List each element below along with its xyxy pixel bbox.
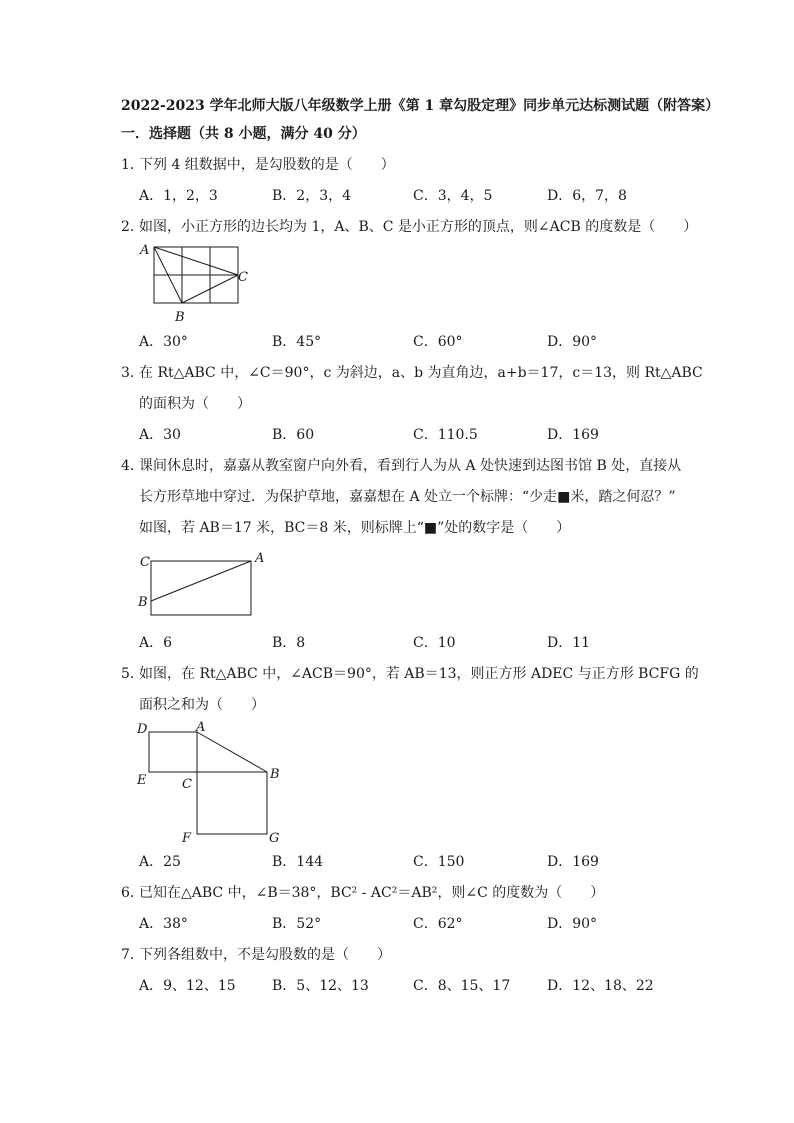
document-title: 2022-2023 学年北师大版八年级数学上册《第 1 章勾股定理》同步单元达标测试题（附答案） (121, 98, 720, 114)
question-4-stem-line-2: 长方形草地中穿过．为保护草地，嘉嘉想在 A 处立一个标牌：“少走■米，踏之何忍？” (139, 489, 676, 505)
q2-label-b: B (175, 310, 185, 325)
q5-label-b: B (270, 767, 280, 782)
q2-label-c: C (238, 270, 248, 285)
question-1-number: 1． (121, 157, 144, 173)
question-2-stem: 如图，小正方形的边长均为 1，A、B、C 是小正方形的顶点，则∠ACB 的度数是（ ） (139, 219, 698, 235)
q4-label-b: B (138, 595, 148, 610)
q1-option-c[interactable]: C．3，4，5 (413, 188, 493, 204)
question-7-number: 7． (121, 947, 144, 963)
q5-label-e: E (137, 773, 147, 788)
question-6-stem: 已知在△ABC 中，∠B＝38°，BC² - AC²＝AB²，则∠C 的度数为（ ） (139, 885, 605, 901)
q4-option-a[interactable]: A．6 (139, 635, 173, 651)
question-3-number: 3． (121, 365, 144, 381)
section-heading: 一．选择题（共 8 小题，满分 40 分） (121, 126, 366, 142)
q2-option-a[interactable]: A．30° (139, 334, 188, 350)
q5-label-g: G (269, 831, 280, 846)
question-3-stem-line-1: 在 Rt△ABC 中，∠C＝90°，c 为斜边，a、b 为直角边，a+b＝17，c＝13，则 Rt△ABC (139, 365, 703, 381)
question-1-stem: 下列 4 组数据中，是勾股数的是（ ） (139, 157, 395, 173)
q2-option-c[interactable]: C．60° (413, 334, 463, 350)
q6-option-b[interactable]: B．52° (272, 916, 322, 932)
q6-option-d[interactable]: D．90° (547, 916, 598, 932)
q7-option-a[interactable]: A．9、12、15 (139, 978, 236, 994)
question-4-stem-line-3: 如图，若 AB＝17 米，BC＝8 米，则标牌上“■”处的数字是（ ） (139, 520, 571, 536)
q7-option-d[interactable]: D．12、18、22 (547, 978, 654, 994)
question-3-stem-line-2: 的面积为（ ） (139, 396, 251, 412)
q7-option-b[interactable]: B．5、12、13 (272, 978, 369, 994)
question-4-stem-line-1: 课间休息时，嘉嘉从教室窗户向外看，看到行人为从 A 处快速到达图书馆 B 处，直接从 (139, 458, 682, 474)
question-5-stem-line-2: 面积之和为（ ） (139, 697, 265, 713)
q6-option-c[interactable]: C．62° (413, 916, 463, 932)
q4-option-d[interactable]: D．11 (547, 635, 591, 651)
q4-segment-ab (151, 561, 251, 601)
q3-option-d[interactable]: D．169 (547, 427, 599, 443)
q5-segment-ab (197, 732, 267, 772)
q5-label-f: F (182, 831, 192, 846)
q5-option-b[interactable]: B．144 (272, 854, 324, 870)
q6-option-a[interactable]: A．38° (139, 916, 188, 932)
question-5-number: 5． (121, 666, 144, 682)
question-4-number: 4． (121, 458, 144, 474)
q5-square-adec (149, 732, 197, 772)
q5-squares-figure (135, 718, 285, 844)
q4-option-c[interactable]: C．10 (413, 635, 456, 651)
q1-option-a[interactable]: A．1，2，3 (139, 188, 218, 204)
q4-rectangle-figure (136, 549, 276, 621)
q5-square-bcfg (197, 772, 267, 834)
q2-grid-figure (136, 242, 256, 324)
q3-option-c[interactable]: C．110.5 (413, 427, 478, 443)
q1-option-b[interactable]: B．2，3，4 (272, 188, 352, 204)
q2-label-a: A (140, 243, 150, 258)
question-5-stem-line-1: 如图，在 Rt△ABC 中，∠ACB＝90°，若 AB＝13，则正方形 ADEC 与正方形 BCFG 的 (139, 666, 699, 682)
question-7-stem: 下列各组数中，不是勾股数的是（ ） (139, 947, 391, 963)
q5-option-c[interactable]: C．150 (413, 854, 465, 870)
q5-label-c: C (182, 777, 192, 792)
q4-label-a: A (255, 551, 265, 566)
question-2-number: 2． (121, 219, 144, 235)
q4-label-c: C (140, 555, 150, 570)
q5-option-a[interactable]: A．25 (139, 854, 181, 870)
q5-option-d[interactable]: D．169 (547, 854, 599, 870)
q4-option-b[interactable]: B．8 (272, 635, 306, 651)
q5-label-d: D (137, 722, 148, 737)
q4-rectangle (151, 561, 251, 615)
q5-label-a: A (196, 720, 206, 735)
q1-option-d[interactable]: D．6，7，8 (547, 188, 627, 204)
question-6-number: 6． (121, 885, 144, 901)
q2-option-b[interactable]: B．45° (272, 334, 322, 350)
q7-option-c[interactable]: C．8、15、17 (413, 978, 511, 994)
q3-option-a[interactable]: A．30 (139, 427, 181, 443)
q2-option-d[interactable]: D．90° (547, 334, 598, 350)
q3-option-b[interactable]: B．60 (272, 427, 315, 443)
q2-segment-ac (154, 247, 238, 275)
